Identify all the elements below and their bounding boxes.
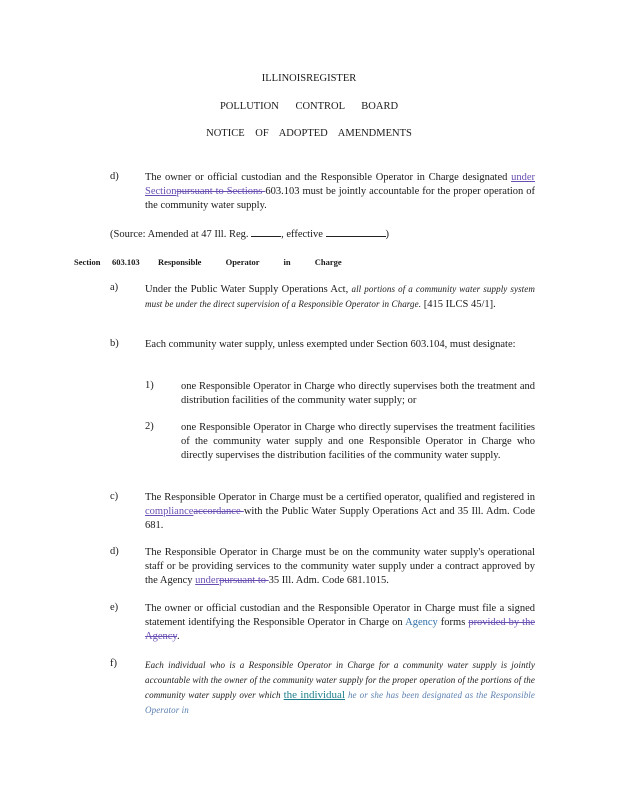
source-text-3: ) — [385, 229, 390, 240]
para-f — [145, 658, 535, 718]
deletion: provided by the Agency — [145, 617, 535, 642]
para-c-text-1: The Responsible Operator in Charge must be a certified operator, qualified and registered in — [145, 492, 535, 503]
agency-title: POLLUTION CONTROL BOARD — [219, 101, 399, 112]
para-d-text-1: The Responsible Operator in Charge must be on the community water supply's operational staff or be providing services to the community water supply under a contract approved by the Agency — [145, 547, 535, 586]
insertion: under — [195, 575, 220, 586]
statutory-text-2: he or she has been designated as the Responsible Operator in — [145, 690, 535, 715]
para-c-text-2: with the Public Water Supply Operations Act and 35 Ill. Adm. Code 681. — [145, 506, 535, 531]
source-note — [110, 227, 389, 240]
register-title: ILLINOISREGISTER — [261, 73, 357, 84]
para-a — [145, 282, 535, 312]
para-e-text-1: The owner or official custodian and the Responsible Operator in Charge must file a signed statement identifying the Responsible Operator in Charge on — [145, 603, 535, 628]
para-b2: one Responsible Operator in Charge who directly supervises the treatment facilities of the community water supply and one Responsible Operator in Charge who directly supervises the distribution facilities of the community water supply. — [181, 422, 535, 461]
para-b1-label: 1) — [145, 380, 154, 391]
insertion: compliance — [145, 506, 194, 517]
para-c-label: c) — [110, 491, 119, 502]
section-label: Section — [74, 257, 101, 267]
blank-line — [326, 227, 386, 237]
para-e-text-2: forms — [437, 617, 469, 628]
insertion: under Section — [145, 172, 535, 197]
para-d-top-text-1: The owner or official custodian and the Responsible Operator in Charge designated — [145, 172, 512, 183]
para-b: Each community water supply, unless exempted under Section 603.104, must designate: — [145, 339, 516, 350]
para-a-label: a) — [110, 282, 119, 293]
para-d-top-text-2: 603.103 must be jointly accountable for the proper operation of the community water supply. — [145, 186, 535, 211]
para-c — [145, 491, 535, 533]
para-a-text-2: [415 ILCS 45/1]. — [421, 299, 496, 310]
section-title: Responsible Operator in Charge — [158, 257, 342, 267]
para-a-text-1: Under the Public Water Supply Operations Act, — [145, 284, 352, 295]
para-b1: one Responsible Operator in Charge who directly supervises both the treatment and distribution facilities of the community water supply; or — [181, 381, 535, 406]
section-number: 603.103 — [112, 257, 140, 267]
para-b-label: b) — [110, 338, 119, 349]
para-d-text-2: 35 Ill. Adm. Code 681.1015. — [268, 575, 389, 586]
para-d-top — [145, 171, 535, 213]
blank-line — [251, 227, 281, 237]
insertion: the individual — [283, 689, 346, 701]
deletion: accordance — [193, 506, 244, 517]
para-b2-label: 2) — [145, 421, 154, 432]
para-d — [145, 546, 535, 588]
para-e-text-3: . — [176, 631, 180, 642]
para-d-top-label: d) — [110, 171, 119, 182]
para-e — [145, 602, 535, 644]
para-d-label: d) — [110, 546, 119, 557]
notice-title: NOTICE OF ADOPTED AMENDMENTS — [206, 128, 412, 139]
statutory-text-1: Each individual who is a Responsible Operator in Charge for a community water supply is jointly accountable with the owner of the community water supply for the proper operation of the portions of the community water supply over which — [145, 660, 535, 700]
para-e-label: e) — [110, 602, 119, 613]
source-text-1: (Source: Amended at 47 Ill. Reg. — [110, 229, 249, 240]
statutory-text: all portions of a community water supply system must be under the direct supervision of a Responsible Operator in Charge. — [145, 284, 535, 309]
inserted-agency: Agency — [405, 617, 438, 628]
para-f-label: f) — [110, 658, 117, 669]
deletion: pursuant to Sections — [176, 186, 266, 197]
deletion: pursuant to — [219, 575, 269, 586]
source-text-2: , effective — [281, 229, 323, 240]
